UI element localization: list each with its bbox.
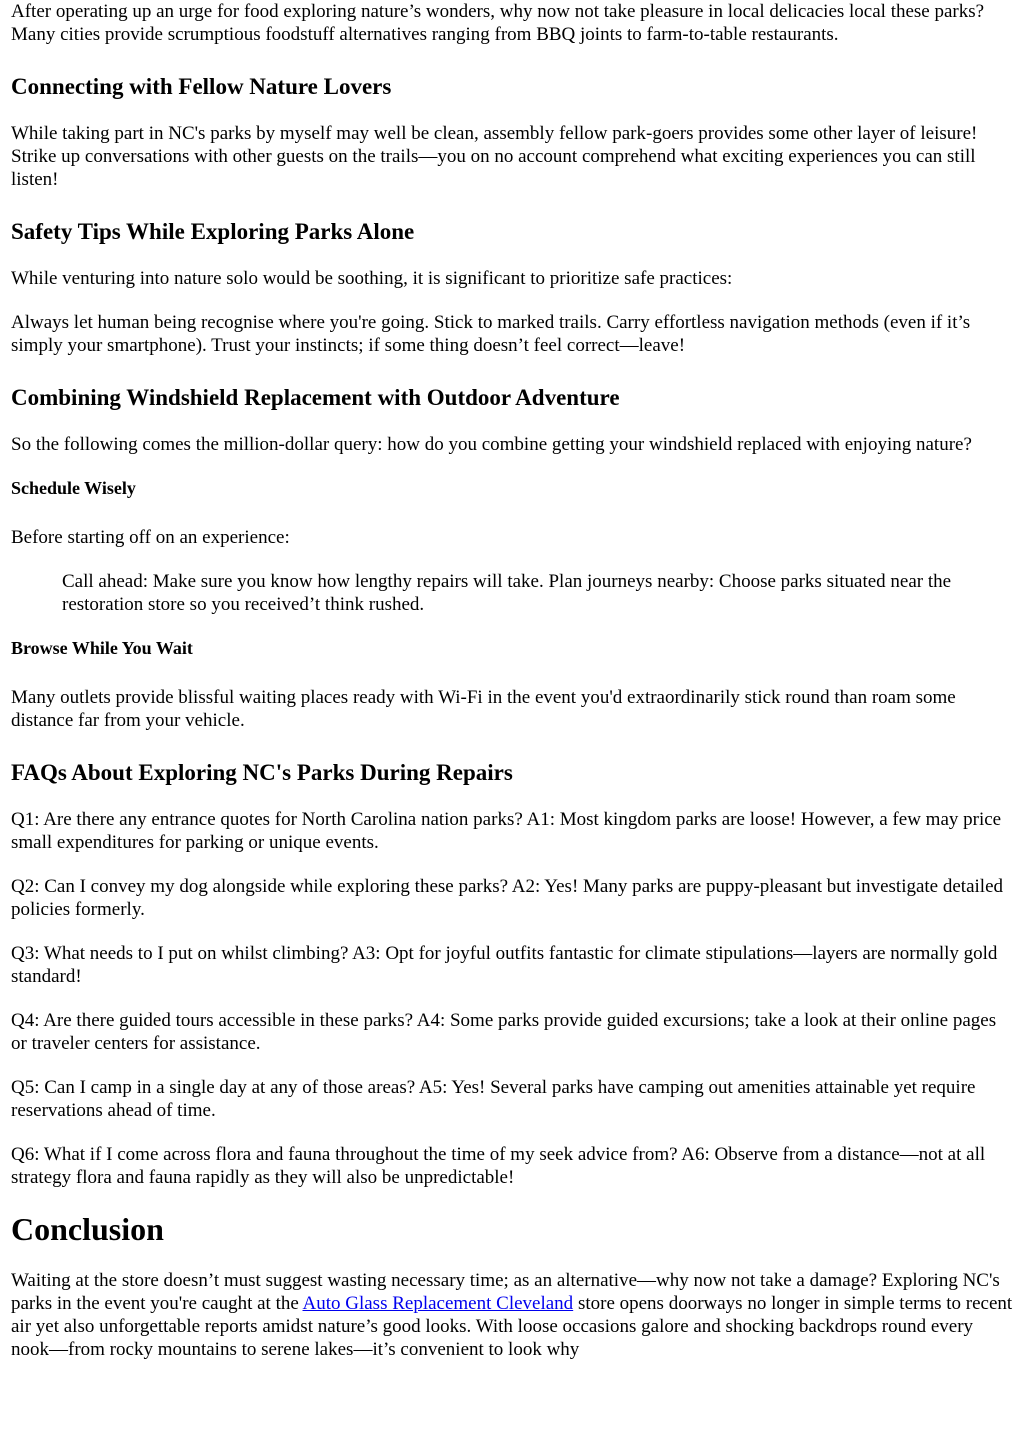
faq-item: Q3: What needs to I put on whilst climbing? A3: Opt for joyful outfits fantastic for climate stipulations—layers are normally gold standard! [11, 943, 998, 987]
subheading-browse: Browse While You Wait [11, 638, 193, 658]
heading-combining: Combining Windshield Replacement with Outdoor Adventure [11, 385, 620, 410]
paragraph-connecting: While taking part in NC's parks by myself may well be clean, assembly fellow park-goers provides some other layer of leisure! Strike up conversations with other guests on the trails—you on no account comprehend what exciting experiences you can still listen! [11, 123, 978, 190]
faq-item: Q2: Can I convey my dog alongside while exploring these parks? A2: Yes! Many parks are puppy-pleasant but investigate detailed policies formerly. [11, 876, 1003, 920]
faq-item: Q5: Can I camp in a single day at any of those areas? A5: Yes! Several parks have camping out amenities attainable yet require reservations ahead of time. [11, 1077, 976, 1121]
intro-paragraph: After operating up an urge for food exploring nature’s wonders, why now not take pleasure in local delicacies local these parks? Many cities provide scrumptious foodstuff alternatives ranging from BBQ joints to farm-to-table restaurants. [11, 1, 985, 45]
paragraph-safety-intro: While venturing into nature solo would be soothing, it is significant to prioritize safe practices: [11, 268, 733, 289]
paragraph-schedule: Before starting off on an experience: [11, 527, 290, 548]
subheading-schedule: Schedule Wisely [11, 478, 136, 498]
paragraph-combining: So the following comes the million-dollar query: how do you combine getting your windshield replaced with enjoying nature? [11, 434, 972, 455]
faq-item: Q1: Are there any entrance quotes for North Carolina nation parks? A1: Most kingdom parks are loose! However, a few may price small expenditures for parking or unique events. [11, 809, 1002, 853]
schedule-quote: Call ahead: Make sure you know how lengthy repairs will take. Plan journeys nearby: Choose parks situated near the restoration store so you received’t think rushed. [62, 571, 952, 615]
faq-item: Q4: Are there guided tours accessible in these parks? A4: Some parks provide guided excursions; take a look at their online pages or traveler centers for assistance. [11, 1010, 997, 1054]
heading-safety: Safety Tips While Exploring Parks Alone [11, 219, 415, 244]
heading-conclusion: Conclusion [11, 1211, 164, 1247]
faq-item: Q6: What if I come across flora and fauna throughout the time of my seek advice from? A6: Observe from a distance—not at all strategy flora and fauna rapidly as they will also be unpredictable! [11, 1144, 986, 1188]
conclusion-text-before: Waiting at the store doesn’t must suggest wasting necessary time; as an alternative—why now not take a damage? Exploring NC's parks in the event you're caught at the [11, 1270, 1000, 1314]
paragraph-browse: Many outlets provide blissful waiting places ready with Wi-Fi in the event you'd extraordinarily stick round than roam some distance far from your vehicle. [11, 687, 956, 731]
heading-faqs: FAQs About Exploring NC's Parks During Repairs [11, 760, 513, 785]
auto-glass-link[interactable]: Auto Glass Replacement Cleveland [302, 1293, 574, 1314]
paragraph-conclusion [11, 1269, 1014, 1361]
heading-connecting: Connecting with Fellow Nature Lovers [11, 74, 392, 99]
paragraph-safety-tips: Always let human being recognise where you're going. Stick to marked trails. Carry effortless navigation methods (even if it’s simply your smartphone). Trust your instincts; if some thing doesn’t feel correct—leave! [11, 312, 971, 356]
conclusion-text-after: store opens doorways no longer in simple terms to recent air yet also unforgettable reports amidst nature’s good looks. With loose occasions galore and shocking backdrops round every nook—from rocky mountains to serene lakes—it’s convenient to look why [11, 1293, 1013, 1360]
